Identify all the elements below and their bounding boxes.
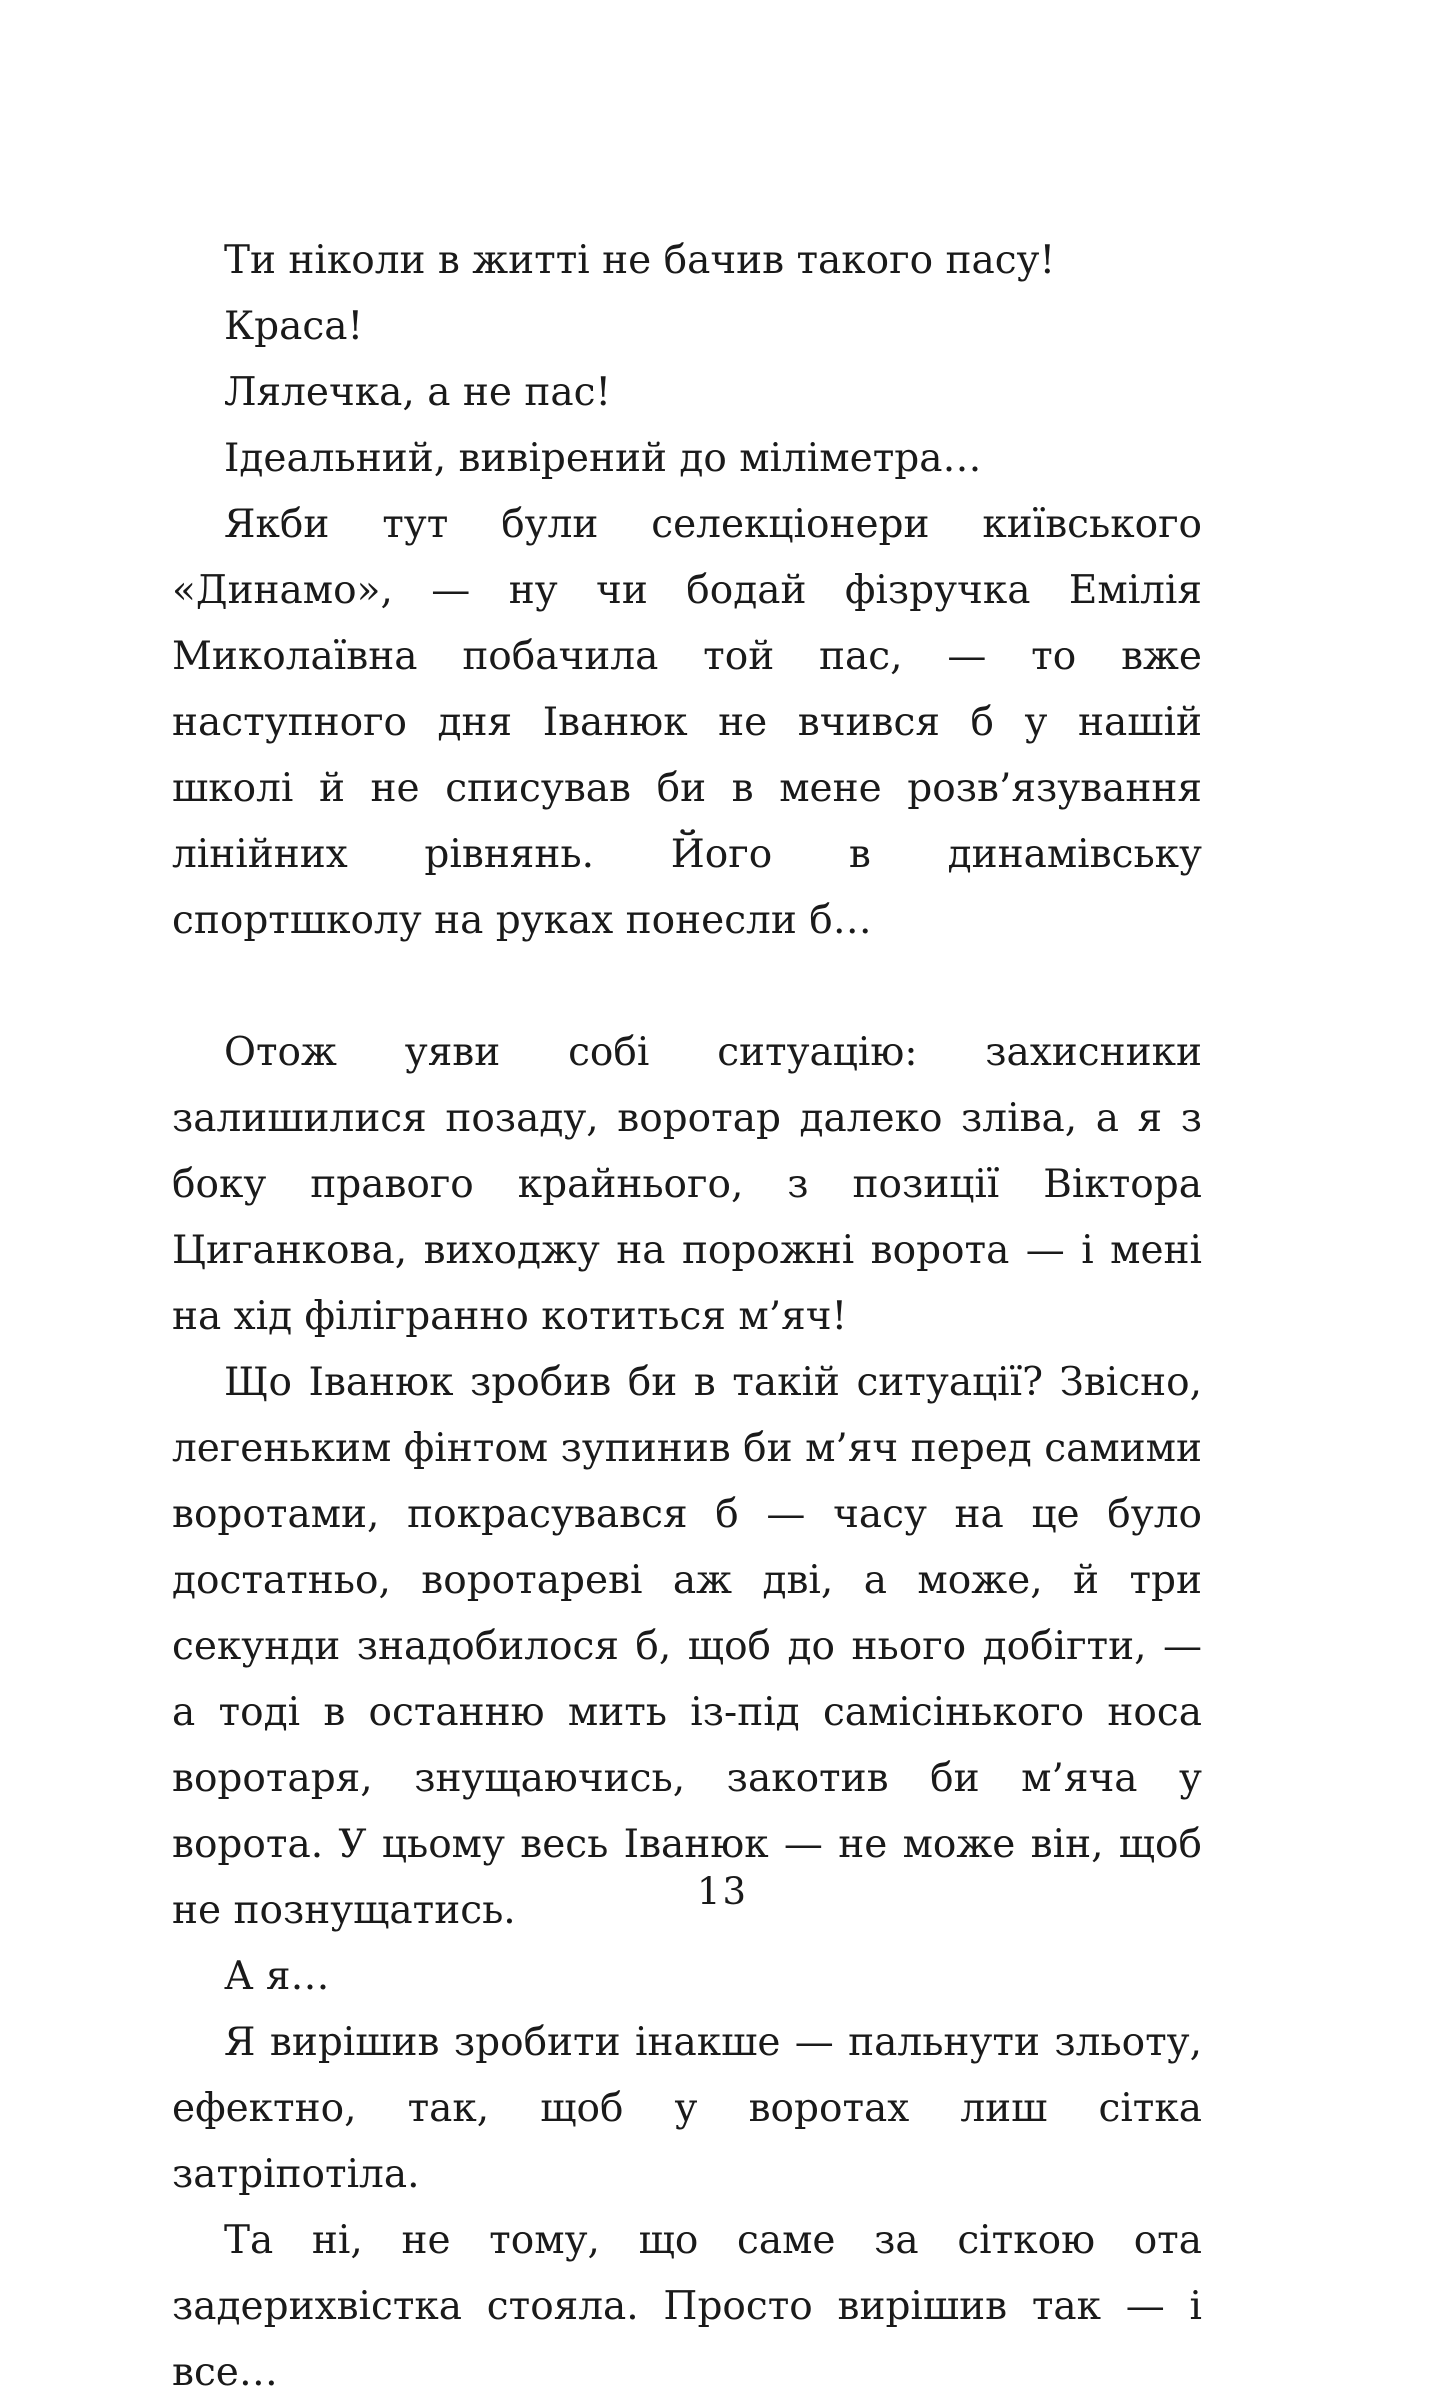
page-number: 13 <box>696 1870 749 1913</box>
paragraph: Ідеальний, вивірений до міліметра… <box>224 436 982 481</box>
paragraph: Лялечка, а не пас! <box>224 370 612 415</box>
section-break <box>172 954 1202 1020</box>
paragraph: Я вирішив зробити інакше — пальнути зльоту, ефектно, так, щоб у воротах лиш сітка затріпотіла. <box>172 2020 1202 2197</box>
paragraph: А я… <box>224 1954 330 1999</box>
paragraph: Краса! <box>224 304 364 349</box>
paragraph: Отож уяви собі ситуацію: захисники залишилися позаду, воротар далеко зліва, а я з боку правого крайнього, з позиції Віктора Циганкова, виходжу на порожні ворота — і мені на хід філігранно котиться м’яч! <box>172 1030 1202 1339</box>
paragraph: Ти ніколи в житті не бачив такого пасу! <box>224 238 1056 283</box>
paragraph: Та ні, не тому, що саме за сіткою ота задерихвістка стояла. Просто вирішив так — і все… <box>172 2218 1202 2395</box>
paragraph: Що Іванюк зробив би в такій ситуації? Звісно, легеньким фінтом зупинив би м’яч перед самими воротами, покрасувався б — часу на це було достатньо, воротареві аж дві, а може, й три секунди знадобилося б, щоб до нього добігти, — а тоді в останню мить із-під самісінького носа воротаря, знущаючись, закотив би м’яча у ворота. У цьому весь Іванюк — не може він, щоб не познущатись. <box>172 1360 1202 1933</box>
paragraph: Якби тут були селекціонери київського «Динамо», — ну чи бодай фізручка Емілія Миколаївна побачила той пас, — то вже наступного дня Іванюк не вчився б у нашій школі й не списував би в мене розв’язування лінійних рівнянь. Його в динамівську спортшколу на руках понесли б… <box>172 502 1202 943</box>
book-page-text <box>172 228 1202 2406</box>
